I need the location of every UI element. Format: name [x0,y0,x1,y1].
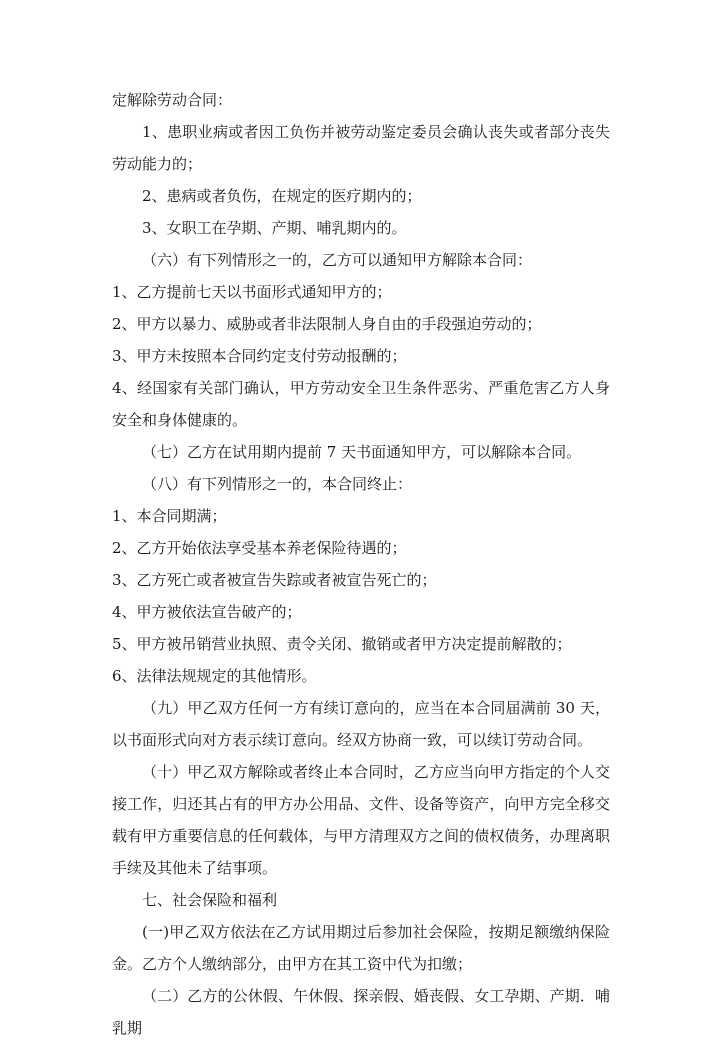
paragraph: (一)甲乙双方依法在乙方试用期过后参加社会保险，按期足额缴纳保险金。乙方个人缴纳部分，由甲方在其工资中代为扣缴； [112,923,610,973]
paragraph: 1、患职业病或者因工负伤并被劳动鉴定委员会确认丧失或者部分丧失劳动能力的； [112,123,610,173]
paragraph: （二）乙方的公休假、午休假、探亲假、婚丧假、女工孕期、产期．哺乳期 [112,987,610,1037]
paragraph: 2、乙方开始依法享受基本养老保险待遇的； [112,539,407,557]
paragraph: （七）乙方在试用期内提前 7 天书面通知甲方，可以解除本合同。 [142,443,582,461]
paragraph: 6、法律法规规定的其他情形。 [112,667,317,685]
paragraph: （九）甲乙双方任何一方有续订意向的，应当在本合同届满前 30 天，以书面形式向对方表示续订意向。经双方协商一致，可以续订劳动合同。 [112,699,610,749]
paragraph: （十）甲乙双方解除或者终止本合同时，乙方应当向甲方指定的个人交接工作，归还其占有的甲方办公用品、文件、设备等资产，向甲方完全移交载有甲方重要信息的任何载体，与甲方清理双方之间的债权债务，办理离职手续及其他未了结事项。 [112,763,610,877]
paragraph: 1、本合同期满； [112,507,227,525]
paragraph: 1、乙方提前七天以书面形式通知甲方的； [112,283,392,301]
paragraph: 定解除劳动合同： [112,91,233,109]
paragraph: 4、甲方被依法宣告破产的； [112,603,302,621]
paragraph: 3、女职工在孕期、产期、哺乳期内的。 [142,219,407,237]
paragraph: 2、患病或者负伤，在规定的医疗期内的； [142,187,422,205]
paragraph: 2、甲方以暴力、威胁或者非法限制人身自由的手段强迫劳动的； [112,315,542,333]
section-heading: 七、社会保险和福利 [142,891,278,909]
document-body [112,84,610,1044]
paragraph: 5、甲方被吊销营业执照、责令关闭、撤销或者甲方决定提前解散的； [112,635,572,653]
paragraph: 4、经国家有关部门确认，甲方劳动安全卫生条件恶劣、严重危害乙方人身安全和身体健康的。 [112,379,610,429]
paragraph: 3、乙方死亡或者被宣告失踪或者被宣告死亡的； [112,571,437,589]
paragraph: 3、甲方未按照本合同约定支付劳动报酬的； [112,347,407,365]
paragraph: （八）有下列情形之一的，本合同终止： [142,475,413,493]
paragraph: （六）有下列情形之一的，乙方可以通知甲方解除本合同： [142,251,533,269]
